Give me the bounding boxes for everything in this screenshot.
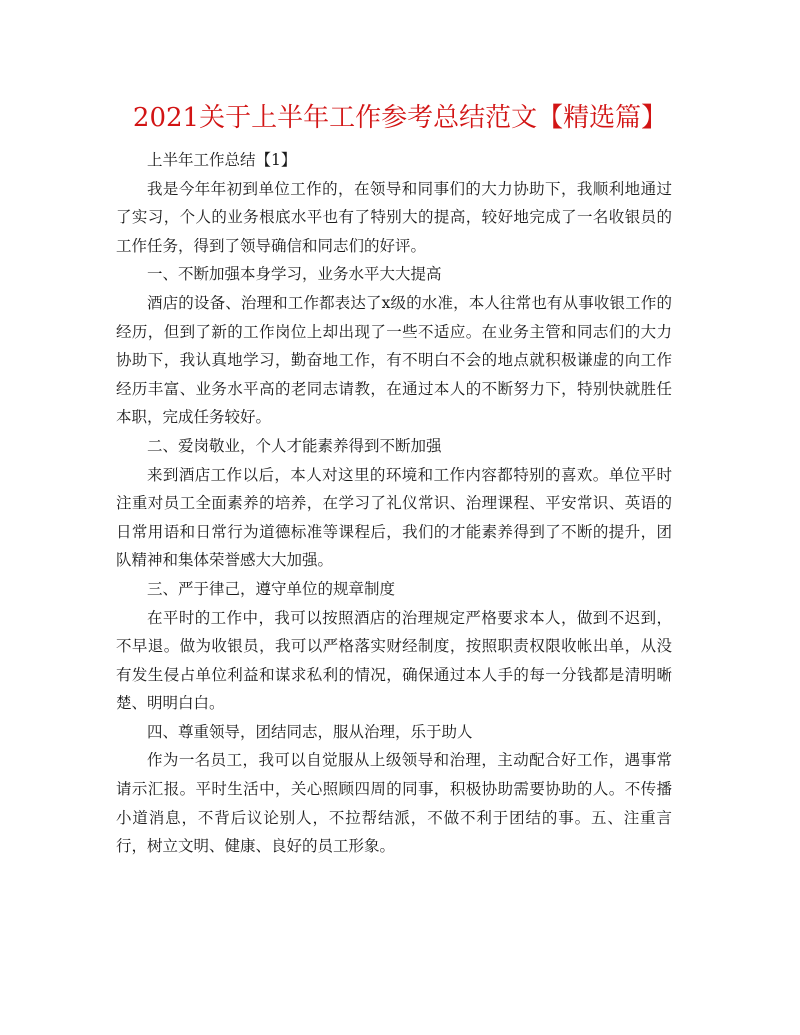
section-heading-4: 四、尊重领导，团结同志，服从治理，乐于助人 <box>147 722 473 741</box>
paragraph-section-2: 来到酒店工作以后，本人对这里的环境和工作内容都特别的喜欢。单位平时注重对员工全面素养的培养，在学习了礼仪常识、治理课程、平安常识、英语的日常用语和日常行为道德标准等课程后，我们的才能素养得到了不断的提升，团队精神和集体荣誉感大大加强。 <box>116 465 672 570</box>
paragraph-section-4: 作为一名员工，我可以自觉服从上级领导和治理，主动配合好工作，遇事常请示汇报。平时生活中，关心照顾四周的同事，积极协助需要协助的人。不传播小道消息，不背后议论别人，不拉帮结派，不做不利于团结的事。五、注重言行，树立文明、健康、良好的员工形象。 <box>116 751 672 856</box>
section-heading-3: 三、严于律己，遵守单位的规章制度 <box>147 579 396 598</box>
paragraph-section-1: 酒店的设备、治理和工作都表达了x级的水准，本人往常也有从事收银工作的经历，但到了新的工作岗位上却出现了一些不适应。在业务主管和同志们的大力协助下，我认真地学习，勤奋地工作，有不明白不会的地点就积极谦虚的向工作经历丰富、业务水平高的老同志请教，在通过本人的不断努力下，特别快就胜任本职，完成任务较好。 <box>116 293 672 427</box>
section-heading-1: 一、不断加强本身学习，业务水平大大提高 <box>147 265 442 284</box>
document-title: 2021关于上半年工作参考总结范文【精选篇】 <box>132 103 668 133</box>
document-body <box>116 146 672 861</box>
paragraph-section-3: 在平时的工作中，我可以按照酒店的治理规定严格要求本人，做到不迟到，不早退。做为收银员，我可以严格落实财经制度，按照职责权限收帐出单，从没有发生侵占单位利益和谋求私利的情况，确保通过本人手的每一分钱都是清明晰楚、明明白白。 <box>116 608 672 713</box>
section-heading-summary-1: 上半年工作总结【1】 <box>147 151 297 169</box>
section-heading-2: 二、爱岗敬业，个人才能素养得到不断加强 <box>147 436 442 455</box>
paragraph-intro: 我是今年年初到单位工作的，在领导和同事们的大力协助下，我顺利地通过了实习，个人的业务根底水平也有了特别大的提高，较好地完成了一名收银员的工作任务，得到了领导确信和同志们的好评。 <box>116 179 672 255</box>
